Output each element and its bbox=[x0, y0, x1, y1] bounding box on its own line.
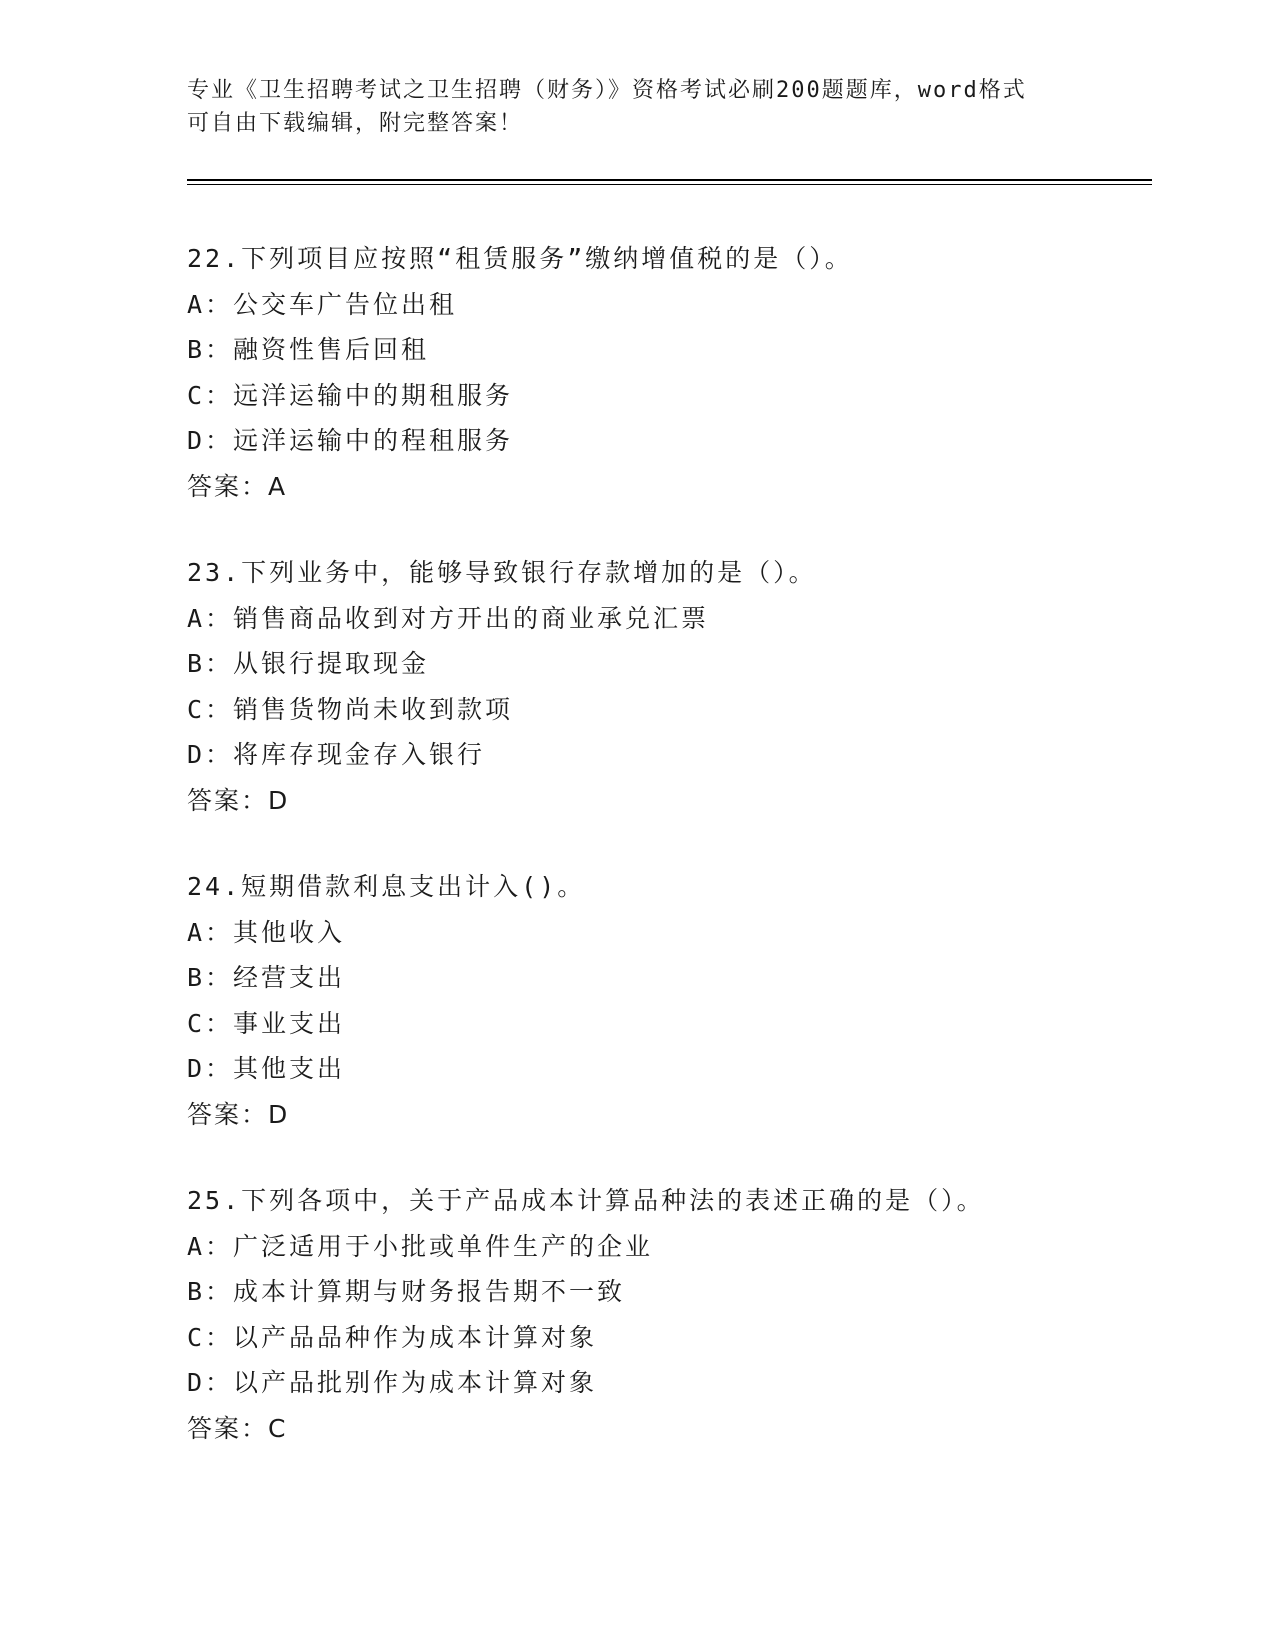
option-d: D：远洋运输中的程租服务 bbox=[187, 426, 514, 455]
question-stem: 24.短期借款利息支出计入()。 bbox=[187, 872, 586, 901]
option-d: D：其他支出 bbox=[187, 1054, 346, 1083]
question-22 bbox=[187, 236, 1167, 509]
option-a: A：销售商品收到对方开出的商业承兑汇票 bbox=[187, 603, 710, 633]
header-divider-thick bbox=[187, 179, 1152, 181]
header-line-2: 可自由下载编辑，附完整答案！ bbox=[187, 111, 524, 136]
answer: 答案：D bbox=[187, 1099, 290, 1129]
answer: 答案：D bbox=[187, 785, 290, 815]
option-a: A：其他收入 bbox=[187, 917, 346, 947]
header-divider-thin bbox=[187, 184, 1152, 185]
option-b: B：融资性售后回租 bbox=[187, 335, 430, 364]
question-stem: 25.下列各项中，关于产品成本计算品种法的表述正确的是（）。 bbox=[187, 1186, 985, 1215]
question-stem: 22.下列项目应按照“租赁服务”缴纳增值税的是（）。 bbox=[187, 244, 853, 273]
question-stem: 23.下列业务中，能够导致银行存款增加的是（）。 bbox=[187, 558, 817, 587]
answer: 答案：C bbox=[187, 1413, 288, 1443]
option-c: C：远洋运输中的期租服务 bbox=[187, 380, 514, 410]
option-c: C：事业支出 bbox=[187, 1008, 346, 1038]
question-24 bbox=[187, 864, 1167, 1137]
option-b: B：经营支出 bbox=[187, 963, 346, 992]
question-25 bbox=[187, 1178, 1167, 1451]
option-b: B：成本计算期与财务报告期不一致 bbox=[187, 1277, 626, 1306]
document-header bbox=[187, 74, 1067, 140]
answer: 答案：A bbox=[187, 471, 288, 501]
option-d: D：将库存现金存入银行 bbox=[187, 740, 486, 769]
option-b: B：从银行提取现金 bbox=[187, 649, 430, 678]
header-line-1: 专业《卫生招聘考试之卫生招聘（财务）》资格考试必刷200题题库，word格式 bbox=[187, 78, 1027, 103]
question-23 bbox=[187, 550, 1167, 823]
question-list bbox=[187, 236, 1167, 1492]
option-a: A：公交车广告位出租 bbox=[187, 289, 458, 319]
option-c: C：以产品品种作为成本计算对象 bbox=[187, 1322, 598, 1352]
option-c: C：销售货物尚未收到款项 bbox=[187, 694, 514, 724]
option-a: A：广泛适用于小批或单件生产的企业 bbox=[187, 1231, 654, 1261]
option-d: D：以产品批别作为成本计算对象 bbox=[187, 1368, 598, 1397]
